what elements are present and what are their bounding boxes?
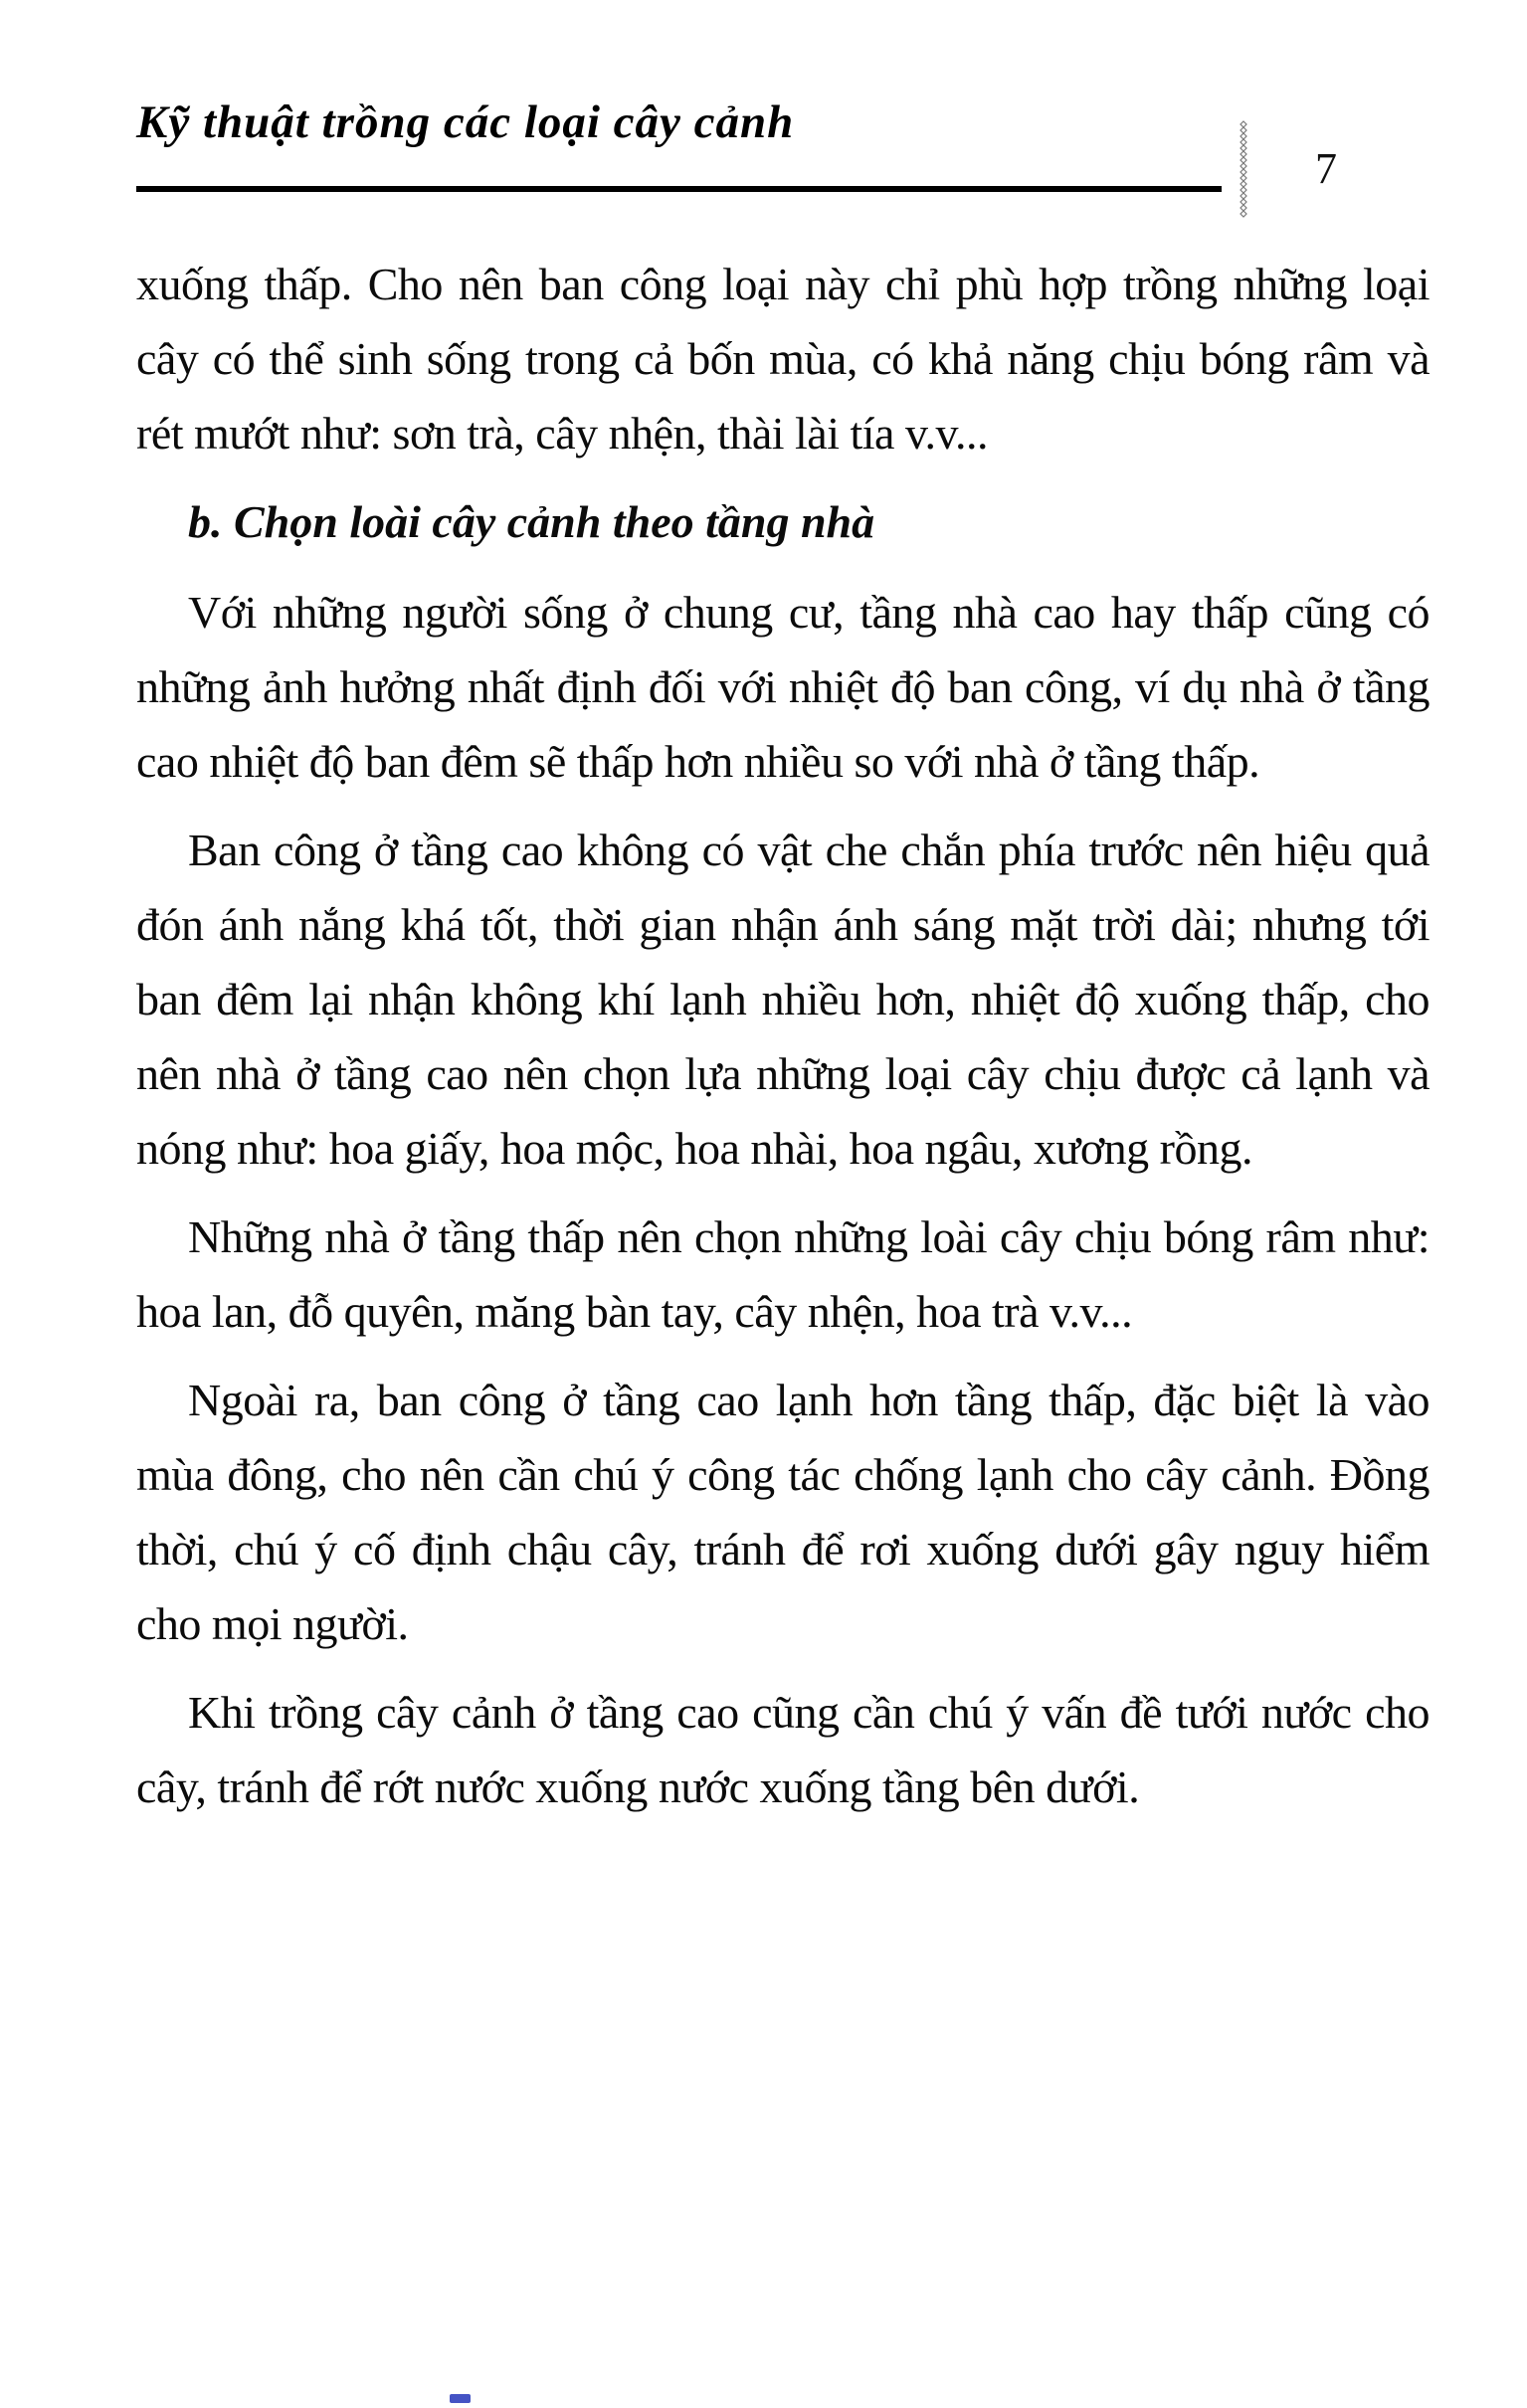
running-header-title: Kỹ thuật trồng các loại cây cảnh [136, 96, 795, 148]
section-heading: b. Chọn loài cây cảnh theo tầng nhà [188, 496, 875, 547]
paragraph: Khi trồng cây cảnh ở tầng cao cũng cần chú ý vấn đề tưới nước cho cây, tránh để rớt nước xuống nước xuống tầng bên dưới. [136, 1687, 1430, 1812]
diamond-chain-ornament-icon [1238, 119, 1249, 219]
paragraph-continuation: xuống thấp. Cho nên ban công loại này chỉ phù hợp trồng những loại cây có thể sinh sống trong cả bốn mùa, có khả năng chịu bóng râm và rét mướt như: sơn trà, cây nhện, thài lài tía v.v... [136, 259, 1430, 459]
header-rule [136, 186, 1222, 192]
page-number: 7 [1315, 144, 1337, 193]
scan-artifact-mark [450, 2394, 471, 2403]
paragraph: Những nhà ở tầng thấp nên chọn những loài cây chịu bóng râm như: hoa lan, đỗ quyên, măng bàn tay, cây nhện, hoa trà v.v... [136, 1211, 1430, 1337]
page-body [136, 247, 1430, 1838]
paragraph: Ban công ở tầng cao không có vật che chắn phía trước nên hiệu quả đón ánh nắng khá tốt, thời gian nhận ánh sáng mặt trời dài; nhưng tới ban đêm lại nhận không khí lạnh nhiều hơn, nhiệt độ xuống thấp, cho nên nhà ở tầng cao nên chọn lựa những loại cây chịu được cả lạnh và nóng như: hoa giấy, hoa mộc, hoa nhài, hoa ngâu, xương rồng. [136, 825, 1430, 1174]
paragraph: Ngoài ra, ban công ở tầng cao lạnh hơn tầng thấp, đặc biệt là vào mùa đông, cho nên cần chú ý công tác chống lạnh cho cây cảnh. Đồng thời, chú ý cố định chậu cây, tránh để rơi xuống dưới gây nguy hiểm cho mọi người. [136, 1375, 1430, 1649]
paragraph: Với những người sống ở chung cư, tầng nhà cao hay thấp cũng có những ảnh hưởng nhất định đối với nhiệt độ ban công, ví dụ nhà ở tầng cao nhiệt độ ban đêm sẽ thấp hơn nhiều so với nhà ở tầng thấp. [136, 587, 1430, 787]
